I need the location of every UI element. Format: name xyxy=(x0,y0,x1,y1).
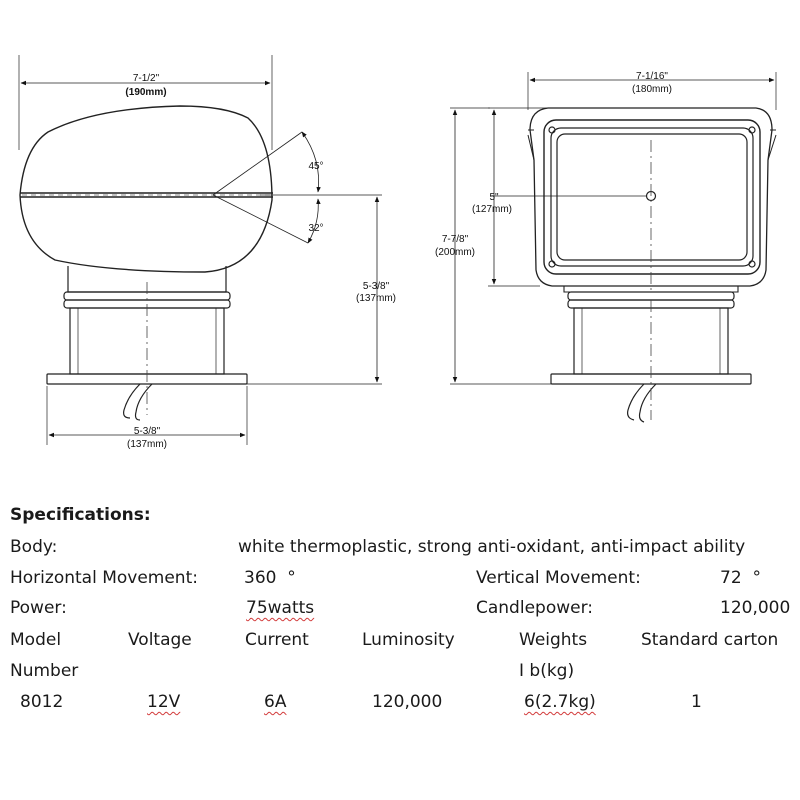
cell-model: 8012 xyxy=(20,692,64,712)
vertical-movement-value: 72 ° xyxy=(720,568,761,588)
side-base-width-in: 5-3/8" xyxy=(133,426,161,437)
body-value: white thermoplastic, strong anti-oxidant, anti-impact ability xyxy=(238,537,746,557)
power-label: Power: xyxy=(10,598,67,618)
front-total-height-mm: (200mm) xyxy=(434,247,476,258)
col-header-luminosity: Luminosity xyxy=(362,630,455,650)
body-label: Body: xyxy=(10,537,58,557)
cell-standard-carton: 1 xyxy=(691,692,702,712)
cell-luminosity: 120,000 xyxy=(372,692,443,712)
front-lens-height-in: 5" xyxy=(489,192,499,203)
col-header-current: Current xyxy=(245,630,309,650)
specs-heading: Specifications: xyxy=(10,505,151,525)
candlepower-value: 120,000 xyxy=(720,598,791,618)
cell-voltage: 12V xyxy=(147,692,181,712)
horizontal-movement-label: Horizontal Movement: xyxy=(10,568,198,588)
angle-up-label: 45° xyxy=(308,161,324,172)
col-header-standard-carton: Standard carton xyxy=(641,630,779,650)
front-lens-height-mm: (127mm) xyxy=(471,204,513,215)
col-header-weights-sub: I b(kg) xyxy=(519,661,575,681)
col-header-weights: Weights xyxy=(519,630,588,650)
vertical-movement-label: Vertical Movement: xyxy=(476,568,641,588)
candlepower-label: Candlepower: xyxy=(476,598,594,618)
side-top-width-mm: (190mm) xyxy=(125,87,167,98)
cell-weights: 6(2.7kg) xyxy=(524,692,596,712)
side-base-width-mm: (137mm) xyxy=(126,439,168,450)
col-header-model: Model xyxy=(10,630,62,650)
side-height-mm: (137mm) xyxy=(355,293,397,304)
col-header-model-sub: Number xyxy=(10,661,79,681)
front-total-height-in: 7-7/8" xyxy=(441,234,469,245)
power-value: 75watts xyxy=(246,598,315,618)
horizontal-movement-value: 360 ° xyxy=(244,568,296,588)
front-top-width-in: 7-1/16" xyxy=(636,71,668,82)
side-height-in: 5-3/8" xyxy=(362,281,390,292)
cell-current: 6A xyxy=(264,692,287,712)
side-top-width-in: 7-1/2" xyxy=(132,73,160,84)
front-top-width-mm: (180mm) xyxy=(631,84,673,95)
angle-down-label: 32° xyxy=(308,223,324,234)
col-header-voltage: Voltage xyxy=(128,630,192,650)
